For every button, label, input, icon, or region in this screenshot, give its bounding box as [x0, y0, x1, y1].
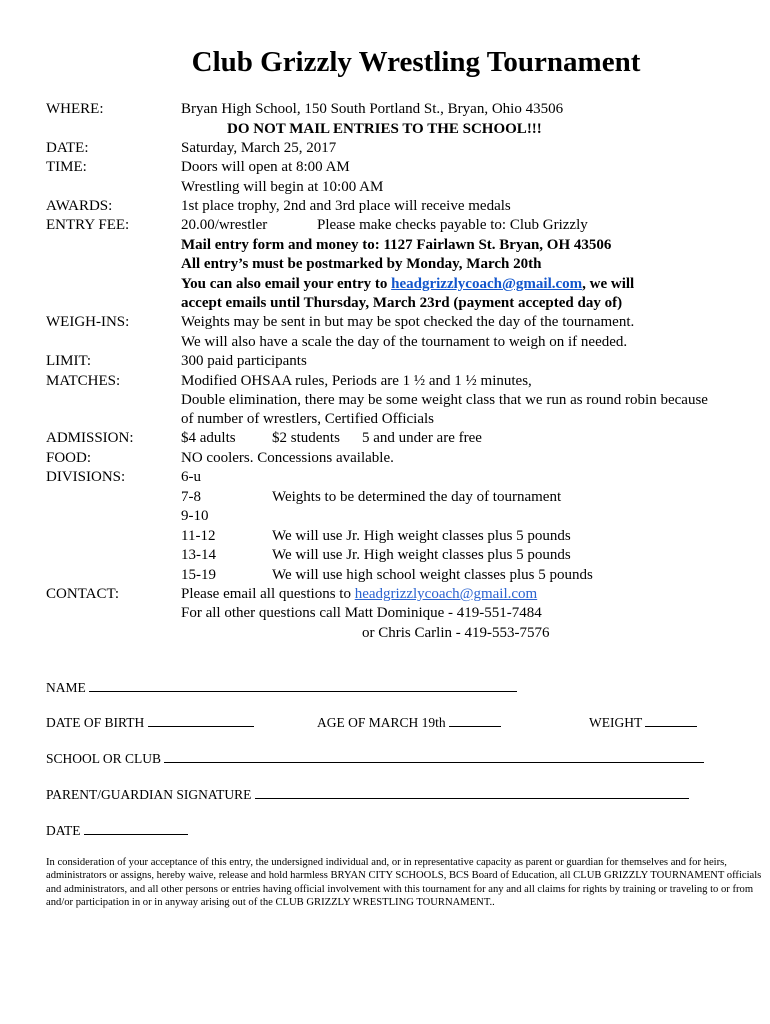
division-ages: 9-10: [181, 508, 209, 524]
matches-label: MATCHES:: [46, 373, 121, 389]
form-date-field[interactable]: [84, 821, 188, 835]
division-ages: 13-14: [181, 547, 216, 563]
age-row: [317, 713, 501, 732]
school-field[interactable]: [164, 749, 704, 763]
age-label: AGE OF MARCH 19th: [317, 715, 446, 730]
date-value: Saturday, March 25, 2017: [181, 140, 337, 156]
weight-row: [589, 713, 697, 732]
school-row: [46, 749, 704, 768]
divisions-label: DIVISIONS:: [46, 469, 126, 485]
admission-free: 5 and under are free: [362, 430, 482, 446]
division-note: Weights to be determined the day of tournament: [272, 489, 562, 505]
division-ages: 11-12: [181, 528, 216, 544]
name-label: NAME: [46, 680, 86, 695]
weight-label: WEIGHT: [589, 715, 642, 730]
signature-label: PARENT/GUARDIAN SIGNATURE: [46, 787, 252, 802]
school-label: SCHOOL OR CLUB: [46, 751, 162, 766]
doors-open: Doors will open at 8:00 AM: [181, 159, 350, 175]
weight-field[interactable]: [645, 713, 697, 727]
admission-label: ADMISSION:: [46, 430, 134, 446]
signature-field[interactable]: [255, 785, 689, 799]
weigh-ins-line1: Weights may be sent in but may be spot checked the day of the tournament.: [181, 314, 635, 330]
entry-fee-label: ENTRY FEE:: [46, 217, 130, 233]
mail-entry: [181, 236, 611, 255]
waiver-text: In consideration of your acceptance of this entry, the undersigned individual and, or in representative capacity as parent or guardian for themselves and for heirs, administrators or assigns, hereby waive, release and hold harmless BRYAN CITY SCHOOLS, BCS Board of Education, all CLUB GRIZZLY TOURNAMENT officials and administrators, and all other persons or entries having official involvement with this tournament for any and all claims for rights by training or traveling to or from and/or participation in or in anyway arising out of the CLUB GRIZZLY WRESTLING TOURNAMENT..: [46, 857, 762, 908]
age-field[interactable]: [449, 713, 501, 727]
name-row: [46, 678, 517, 697]
email-entry-suffix: , we will: [582, 276, 635, 292]
food-label: FOOD:: [46, 450, 92, 466]
mail-entry-prefix: Mail entry form and money to: [181, 237, 375, 253]
checks-payable: Please make checks payable to: Club Grizzly: [317, 217, 588, 233]
awards-label: AWARDS:: [46, 198, 113, 214]
division-ages: 15-19: [181, 567, 216, 583]
coach-email-link[interactable]: headgrizzlycoach@gmail.com: [391, 276, 583, 292]
wrestling-begin: Wrestling will begin at 10:00 AM: [181, 179, 384, 195]
weigh-ins-line2: We will also have a scale the day of the tournament to weigh on if needed.: [181, 334, 628, 350]
email-deadline: accept emails until Thursday, March 23rd (payment accepted day of): [181, 295, 623, 311]
division-note: We will use high school weight classes plus 5 pounds: [272, 567, 593, 583]
mail-entry-address: : 1127 Fairlawn St. Bryan, OH 43506: [374, 237, 612, 253]
page-title: Club Grizzly Wrestling Tournament: [191, 46, 641, 78]
time-label: TIME:: [46, 159, 87, 175]
contact-email: [181, 585, 537, 604]
admission-adults: $4 adults: [181, 430, 236, 446]
name-field[interactable]: [89, 678, 517, 692]
entry-fee-value: 20.00/wrestler: [181, 217, 268, 233]
division-note: We will use Jr. High weight classes plus 5 pounds: [272, 528, 571, 544]
division-ages: 6-u: [181, 469, 201, 485]
admission-students: $2 students: [272, 430, 340, 446]
limit-value: 300 paid participants: [181, 353, 307, 369]
postmark-deadline: All entry’s must be postmarked by Monday, March 20th: [181, 256, 542, 272]
where-value: Bryan High School, 150 South Portland St., Bryan, Ohio 43506: [181, 101, 564, 117]
weigh-ins-label: WEIGH-INS:: [46, 314, 130, 330]
contact-email-link[interactable]: headgrizzlycoach@gmail.com: [354, 586, 538, 602]
contact-label: CONTACT:: [46, 586, 120, 602]
contact-call-matt: For all other questions call Matt Dominique - 419-551-7484: [181, 605, 542, 621]
email-entry: [181, 275, 634, 294]
matches-line3: of number of wrestlers, Certified Officials: [181, 411, 434, 427]
dob-label: DATE OF BIRTH: [46, 715, 145, 730]
email-entry-prefix: You can also email your entry to: [181, 276, 392, 292]
dob-field[interactable]: [148, 713, 254, 727]
mail-warning: DO NOT MAIL ENTRIES TO THE SCHOOL!!!: [227, 121, 542, 137]
limit-label: LIMIT:: [46, 353, 92, 369]
matches-line1: Modified OHSAA rules, Periods are 1 ½ and 1 ½ minutes,: [181, 373, 532, 389]
matches-line2: Double elimination, there may be some weight class that we run as round robin because: [181, 392, 708, 408]
food-value: NO coolers. Concessions available.: [181, 450, 394, 466]
awards-value: 1st place trophy, 2nd and 3rd place will receive medals: [181, 198, 511, 214]
dob-row: [46, 713, 254, 732]
where-label: WHERE:: [46, 101, 104, 117]
signature-row: [46, 785, 689, 804]
contact-call-chris: or Chris Carlin - 419-553-7576: [362, 625, 550, 641]
date-row: [46, 821, 188, 840]
contact-email-prefix: Please email all questions to: [181, 586, 355, 602]
division-ages: 7-8: [181, 489, 201, 505]
division-note: We will use Jr. High weight classes plus 5 pounds: [272, 547, 571, 563]
form-date-label: DATE: [46, 823, 81, 838]
date-label: DATE:: [46, 140, 89, 156]
